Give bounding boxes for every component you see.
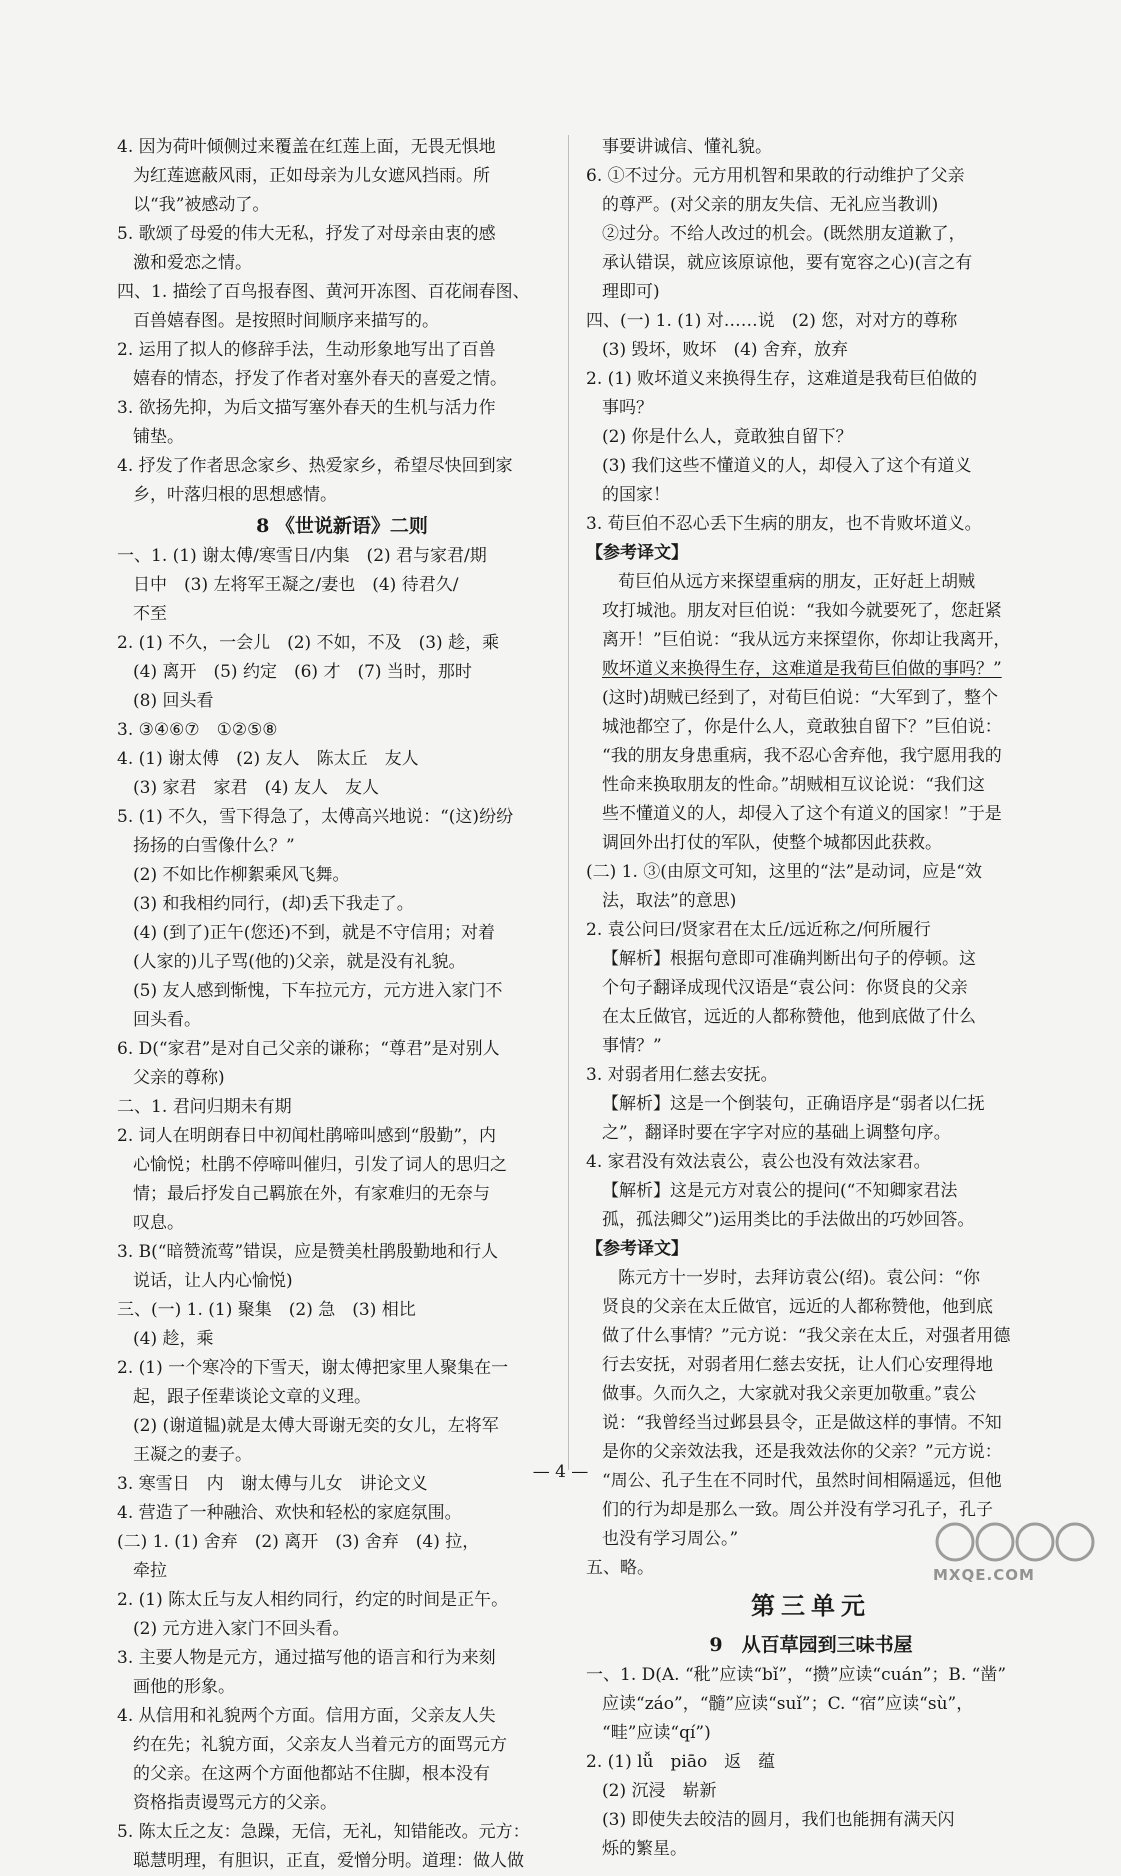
answer-line: 叹息。 <box>133 1213 184 1233</box>
answer-line: 承认错误，就应该原谅他，要有宽容之心)(言之有 <box>602 253 973 273</box>
answer-line: (这时)胡贼已经到了，对荀巨伯说：“大军到了，整个 <box>602 688 998 708</box>
answer-line: 画他的形象。 <box>133 1677 235 1697</box>
answer-line: 4. (1) 谢太傅 (2) 友人 陈太丘 友人 <box>117 749 419 769</box>
answer-line: (3) 毁坏，败坏 (4) 舍弃，放弃 <box>602 340 848 360</box>
answer-line: 说话，让人内心愉悦) <box>133 1271 293 1291</box>
left-column <box>117 133 567 1876</box>
answer-line: (3) 即使失去皎洁的圆月，我们也能拥有满天闪 <box>602 1810 955 1830</box>
answer-line: (2) 你是什么人，竟敢独自留下？ <box>602 427 853 447</box>
answer-line: 6. D(“家君”是对自己父亲的谦称；“尊君”是对别人 <box>117 1039 500 1059</box>
answer-line: 起，跟子侄辈谈论文章的义理。 <box>133 1387 371 1407</box>
answer-line: 5. 歌颂了母爱的伟大无私，抒发了对母亲由衷的感 <box>117 224 496 244</box>
answer-line: 一、1. (1) 谢太傅/寒雪日/内集 (2) 君与家君/期 <box>117 546 487 566</box>
answer-line: 应读“záo”，“髓”应读“suǐ”；C. “宿”应读“sù”， <box>602 1694 974 1714</box>
answer-line: 【解析】根据句意即可准确判断出句子的停顿。这 <box>602 949 976 969</box>
lesson-title: 9 从百草园到三味书屋 <box>709 1634 913 1656</box>
answer-line: 2. 运用了拟人的修辞手法，生动形象地写出了百兽 <box>117 340 496 360</box>
answer-line: (2) (谢道韫)就是太傅大哥谢无奕的女儿，左将军 <box>133 1416 499 1436</box>
answer-line: (2) 元方进入家门不回头看。 <box>133 1619 350 1639</box>
answer-line: 3. 荀巨伯不忍心丢下生病的朋友，也不肯败坏道义。 <box>586 514 982 534</box>
answer-line: 2. 词人在明朗春日中初闻杜鹃啼叫感到“殷勤”，内 <box>117 1126 497 1146</box>
answer-line: 4. 家君没有效法袁公，袁公也没有效法家君。 <box>586 1152 931 1172</box>
answer-line: 日中 (3) 左将军王凝之/妻也 (4) 待君久/ <box>133 575 459 595</box>
answer-line: 些不懂道义的人，却侵入了这个有道义的国家！”于是 <box>602 804 1002 824</box>
answer-line: (4) 离开 (5) 约定 (6) 才 (7) 当时，那时 <box>133 662 472 682</box>
answer-line: (8) 回头看 <box>133 691 214 711</box>
answer-line: 行去安抚，对弱者用仁慈去安抚，让人们心安理得地 <box>602 1355 993 1375</box>
answer-line: 孤，孤法卿父”)运用类比的手法做出的巧妙回答。 <box>602 1210 975 1230</box>
watermark-icon <box>933 1520 1103 1564</box>
watermark-text: MXQE.COM <box>933 1566 1035 1584</box>
answer-line: 攻打城池。朋友对巨伯说：“我如今就要死了，您赶紧 <box>602 601 1002 621</box>
answer-line: (3) 家君 家君 (4) 友人 友人 <box>133 778 379 798</box>
answer-line: 离开！”巨伯说：“我从远方来探望你，你却让我离开， <box>602 630 1011 650</box>
right-column <box>586 133 1036 1864</box>
answer-line: 败坏道义来换得生存，这难道是我荀巨伯做的事吗？” <box>602 659 1002 679</box>
answer-line: 情；最后抒发自己羁旅在外，有家难归的无奈与 <box>133 1184 490 1204</box>
answer-line: ②过分。不给人改过的机会。(既然朋友道歉了， <box>602 224 966 244</box>
answer-line: 【解析】这是元方对袁公的提问(“不知卿家君法 <box>602 1181 958 1201</box>
answer-line: 3. 欲扬先抑，为后文描写塞外春天的生机与活力作 <box>117 398 496 418</box>
answer-line: (2) 沉浸 崭新 <box>602 1781 717 1801</box>
answer-line: (人家的)儿子骂(他的)父亲，就是没有礼貌。 <box>133 952 466 972</box>
answer-line: 4. 营造了一种融洽、欢快和轻松的家庭氛围。 <box>117 1503 462 1523</box>
answer-line: 3. 对弱者用仁慈去安抚。 <box>586 1065 778 1085</box>
answer-line: 法，取法”的意思) <box>602 891 737 911</box>
answer-line: 也没有学习周公。” <box>602 1529 739 1549</box>
answer-line: 陈元方十一岁时，去拜访袁公(绍)。袁公问：“你 <box>618 1268 980 1288</box>
answer-line: 个句子翻译成现代汉语是“袁公问：你贤良的父亲 <box>602 978 968 998</box>
answer-line: 事要讲诚信、懂礼貌。 <box>602 137 772 157</box>
answer-line: “我的朋友身患重病，我不忍心舍弃他，我宁愿用我的 <box>602 746 1002 766</box>
answer-line: 4. 抒发了作者思念家乡、热爱家乡，希望尽快回到家 <box>117 456 513 476</box>
answer-line: 荀巨伯从远方来探望重病的朋友，正好赶上胡贼 <box>618 572 975 592</box>
answer-line: 5. (1) 不久，雪下得急了，太傅高兴地说：“(这)纷纷 <box>117 807 514 827</box>
answer-line: “周公、孔子生在不同时代，虽然时间相隔遥远，但他 <box>602 1471 1002 1491</box>
reference-translation-label: 【参考译文】 <box>586 1239 688 1259</box>
answer-line: (二) 1. ③(由原文可知，这里的“法”是动词，应是“效 <box>586 862 982 882</box>
answer-line: 三、(一) 1. (1) 聚集 (2) 急 (3) 相比 <box>117 1300 416 1320</box>
answer-line: 激和爱恋之情。 <box>133 253 252 273</box>
answer-line: (3) 我们这些不懂道义的人，却侵入了这个有道义 <box>602 456 972 476</box>
answer-line: 6. ①不过分。元方用机智和果敢的行动维护了父亲 <box>586 166 965 186</box>
answer-line: (5) 友人感到惭愧，下车拉元方，元方进入家门不 <box>133 981 503 1001</box>
answer-line: 2. (1) lǚ piāo 返 蕴 <box>586 1752 776 1772</box>
answer-line: 们的行为却是那么一致。周公并没有学习孔子，孔子 <box>602 1500 993 1520</box>
answer-line: 的父亲。在这两个方面他都站不住脚，根本没有 <box>133 1764 490 1784</box>
answer-line: (4) (到了)正午(您还)不到，就是不守信用；对着 <box>133 923 496 943</box>
answer-line: 四、(一) 1. (1) 对……说 (2) 您，对对方的尊称 <box>586 311 958 331</box>
answer-line: 3. 主要人物是元方，通过描写他的语言和行为来刻 <box>117 1648 496 1668</box>
answer-line: 5. 陈太丘之友：急躁，无信，无礼，知错能改。元方： <box>117 1822 530 1842</box>
answer-line: 五、略。 <box>586 1558 654 1578</box>
reference-translation-label: 【参考译文】 <box>586 543 688 563</box>
answer-line: 3. 寒雪日 内 谢太傅与儿女 讲论文义 <box>117 1474 428 1494</box>
answer-line: 一、1. D(A. “秕”应读“bǐ”，“攒”应读“cuán”；B. “凿” <box>586 1665 1007 1685</box>
answer-line: 为红莲遮蔽风雨，正如母亲为儿女遮风挡雨。所 <box>133 166 490 186</box>
page-number: — 4 — <box>532 1462 589 1482</box>
answer-line: 父亲的尊称) <box>133 1068 225 1088</box>
answer-line: 3. ③④⑥⑦ ①②⑤⑧ <box>117 720 278 740</box>
answer-line: 2. (1) 陈太丘与友人相约同行，约定的时间是正午。 <box>117 1590 509 1610</box>
answer-line: 4. 因为荷叶倾侧过来覆盖在红莲上面，无畏无惧地 <box>117 137 496 157</box>
answer-line: 2. (1) 败坏道义来换得生存，这难道是我荀巨伯做的 <box>586 369 978 389</box>
answer-line: 说：“我曾经当过邺县县令，正是做这样的事情。不知 <box>602 1413 1002 1433</box>
answer-line: 是你的父亲效法我，还是我效法你的父亲？”元方说： <box>602 1442 1002 1462</box>
answer-line: 百兽嬉春图。是按照时间顺序来描写的。 <box>133 311 439 331</box>
answer-line: (3) 和我相约同行，(却)丢下我走了。 <box>133 894 414 914</box>
answer-line: 贤良的父亲在太丘做官，远近的人都称赞他，他到底 <box>602 1297 993 1317</box>
answer-line: 聪慧明理，有胆识，正直，爱憎分明。道理：做人做 <box>133 1851 524 1871</box>
answer-line: 王凝之的妻子。 <box>133 1445 252 1465</box>
answer-line: 二、1. 君问归期未有期 <box>117 1097 292 1117</box>
answer-line: 回头看。 <box>133 1010 201 1030</box>
column-divider <box>568 135 569 1470</box>
answer-line: (二) 1. (1) 舍弃 (2) 离开 (3) 舍弃 (4) 拉， <box>117 1532 480 1552</box>
answer-line: (4) 趁，乘 <box>133 1329 214 1349</box>
answer-line: 之”，翻译时要在字字对应的基础上调整句序。 <box>602 1123 951 1143</box>
answer-line: 4. 从信用和礼貌两个方面。信用方面，父亲友人失 <box>117 1706 496 1726</box>
answer-line: 事吗？ <box>602 398 653 418</box>
answer-line: 的尊严。(对父亲的朋友失信、无礼应当教训) <box>602 195 939 215</box>
answer-line: 烁的繁星。 <box>602 1839 687 1859</box>
answer-line: 理即可) <box>602 282 660 302</box>
lesson-title: 8 《世说新语》二则 <box>256 515 428 537</box>
answer-line: 城池都空了，你是什么人，竟敢独自留下？”巨伯说： <box>602 717 1002 737</box>
answer-line: “畦”应读“qí”) <box>602 1723 711 1743</box>
watermark-logo <box>933 1520 1103 1584</box>
answer-line: 扬扬的白雪像什么？” <box>133 836 295 856</box>
answer-line: 牵拉 <box>133 1561 167 1581</box>
answer-line: 2. (1) 一个寒冷的下雪天，谢太傅把家里人聚集在一 <box>117 1358 509 1378</box>
answer-line: 乡，叶落归根的思想感情。 <box>133 485 337 505</box>
answer-line: 心愉悦；杜鹃不停啼叫催归，引发了词人的思归之 <box>133 1155 507 1175</box>
answer-line: 不至 <box>133 604 167 624</box>
answer-line: 2. 袁公问曰/贤家君在太丘/远近称之/何所履行 <box>586 920 931 940</box>
unit-title: 第三单元 <box>751 1591 871 1620</box>
answer-line: 在太丘做官，远近的人都称赞他，他到底做了什么 <box>602 1007 976 1027</box>
answer-line: 嬉春的情态，抒发了作者对塞外春天的喜爱之情。 <box>133 369 507 389</box>
answer-line: 3. B(“暗赞流莺”错误，应是赞美杜鹃殷勤地和行人 <box>117 1242 499 1262</box>
answer-line: 性命来换取朋友的性命。”胡贼相互议论说：“我们这 <box>602 775 985 795</box>
answer-line: 资格指责谩骂元方的父亲。 <box>133 1793 337 1813</box>
answer-line: 事情？” <box>602 1036 662 1056</box>
answer-line: 以“我”被感动了。 <box>133 195 270 215</box>
answer-line: 铺垫。 <box>133 427 184 447</box>
answer-line: 做了什么事情？”元方说：“我父亲在太丘，对强者用德 <box>602 1326 1011 1346</box>
answer-line: 约在先；礼貌方面，父亲友人当着元方的面骂元方 <box>133 1735 507 1755</box>
answer-line: 做事。久而久之，大家就对我父亲更加敬重。”袁公 <box>602 1384 977 1404</box>
answer-line: 【解析】这是一个倒装句，正确语序是“弱者以仁抚 <box>602 1094 985 1114</box>
answer-line: 调回外出打仗的军队，使整个城都因此获救。 <box>602 833 942 853</box>
answer-line: (2) 不如比作柳絮乘风飞舞。 <box>133 865 350 885</box>
answer-line: 2. (1) 不久，一会儿 (2) 不如，不及 (3) 趁，乘 <box>117 633 500 653</box>
answer-line: 的国家！ <box>602 485 670 505</box>
answer-line: 四、1. 描绘了百鸟报春图、黄河开冻图、百花闹春图、 <box>117 282 530 302</box>
